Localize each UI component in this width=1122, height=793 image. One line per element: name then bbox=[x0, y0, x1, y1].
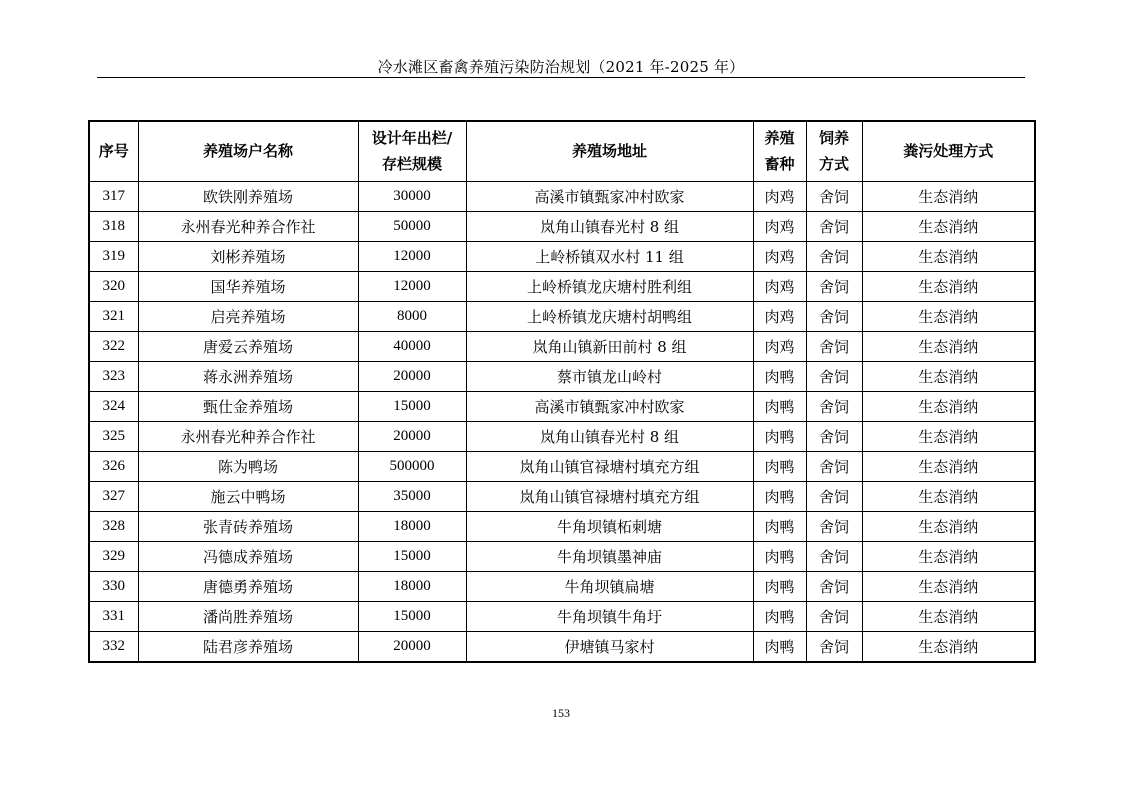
cell-species: 肉鸭 bbox=[753, 632, 806, 663]
cell-name: 陈为鸭场 bbox=[138, 452, 358, 482]
cell-name: 唐爱云养殖场 bbox=[138, 332, 358, 362]
cell-species: 肉鸭 bbox=[753, 362, 806, 392]
col-header-address: 养殖场地址 bbox=[466, 121, 753, 182]
cell-name: 施云中鸭场 bbox=[138, 482, 358, 512]
cell-scale: 12000 bbox=[358, 242, 466, 272]
cell-waste: 生态消纳 bbox=[862, 212, 1035, 242]
cell-species: 肉鸡 bbox=[753, 212, 806, 242]
cell-address: 岚角山镇新田前村 8 组 bbox=[466, 332, 753, 362]
cell-seq: 322 bbox=[89, 332, 138, 362]
table-row bbox=[89, 272, 1035, 302]
cell-feeding: 舍饲 bbox=[806, 632, 862, 663]
cell-seq: 325 bbox=[89, 422, 138, 452]
cell-feeding: 舍饲 bbox=[806, 602, 862, 632]
cell-feeding: 舍饲 bbox=[806, 362, 862, 392]
cell-feeding: 舍饲 bbox=[806, 452, 862, 482]
cell-species: 肉鸡 bbox=[753, 332, 806, 362]
cell-address: 蔡市镇龙山岭村 bbox=[466, 362, 753, 392]
cell-scale: 15000 bbox=[358, 542, 466, 572]
cell-scale: 15000 bbox=[358, 602, 466, 632]
cell-name: 刘彬养殖场 bbox=[138, 242, 358, 272]
cell-feeding: 舍饲 bbox=[806, 542, 862, 572]
cell-waste: 生态消纳 bbox=[862, 362, 1035, 392]
cell-scale: 40000 bbox=[358, 332, 466, 362]
cell-waste: 生态消纳 bbox=[862, 392, 1035, 422]
cell-scale: 20000 bbox=[358, 422, 466, 452]
cell-species: 肉鸡 bbox=[753, 182, 806, 212]
cell-seq: 320 bbox=[89, 272, 138, 302]
col-header-scale-line2: 存栏规模 bbox=[381, 154, 442, 173]
cell-name: 永州春光种养合作社 bbox=[138, 212, 358, 242]
cell-waste: 生态消纳 bbox=[862, 512, 1035, 542]
cell-species: 肉鸭 bbox=[753, 572, 806, 602]
col-header-name: 养殖场户名称 bbox=[138, 121, 358, 182]
cell-feeding: 舍饲 bbox=[806, 482, 862, 512]
cell-name: 冯德成养殖场 bbox=[138, 542, 358, 572]
cell-waste: 生态消纳 bbox=[862, 572, 1035, 602]
cell-seq: 328 bbox=[89, 512, 138, 542]
cell-scale: 35000 bbox=[358, 482, 466, 512]
cell-waste: 生态消纳 bbox=[862, 422, 1035, 452]
col-header-species-line2: 畜种 bbox=[764, 154, 795, 173]
cell-waste: 生态消纳 bbox=[862, 272, 1035, 302]
cell-seq: 326 bbox=[89, 452, 138, 482]
cell-seq: 318 bbox=[89, 212, 138, 242]
cell-address: 岚角山镇官禄塘村填充方组 bbox=[466, 482, 753, 512]
cell-feeding: 舍饲 bbox=[806, 392, 862, 422]
cell-feeding: 舍饲 bbox=[806, 572, 862, 602]
cell-name: 蒋永洲养殖场 bbox=[138, 362, 358, 392]
cell-species: 肉鸡 bbox=[753, 302, 806, 332]
cell-seq: 319 bbox=[89, 242, 138, 272]
table-row bbox=[89, 362, 1035, 392]
page-number: 153 bbox=[552, 706, 570, 720]
table-body bbox=[89, 182, 1035, 663]
cell-waste: 生态消纳 bbox=[862, 482, 1035, 512]
cell-address: 高溪市镇甄家冲村欧家 bbox=[466, 182, 753, 212]
cell-scale: 50000 bbox=[358, 212, 466, 242]
cell-waste: 生态消纳 bbox=[862, 332, 1035, 362]
cell-address: 上岭桥镇双水村 11 组 bbox=[466, 242, 753, 272]
cell-species: 肉鸭 bbox=[753, 542, 806, 572]
cell-address: 岚角山镇官禄塘村填充方组 bbox=[466, 452, 753, 482]
col-header-species-line1: 养殖 bbox=[764, 129, 795, 147]
cell-seq: 331 bbox=[89, 602, 138, 632]
cell-name: 启亮养殖场 bbox=[138, 302, 358, 332]
table-header-row bbox=[89, 121, 1035, 182]
cell-address: 岚角山镇春光村 8 组 bbox=[466, 212, 753, 242]
cell-seq: 329 bbox=[89, 542, 138, 572]
cell-species: 肉鸭 bbox=[753, 512, 806, 542]
farm-table bbox=[88, 120, 1036, 663]
table-row bbox=[89, 452, 1035, 482]
cell-name: 永州春光种养合作社 bbox=[138, 422, 358, 452]
cell-feeding: 舍饲 bbox=[806, 272, 862, 302]
cell-species: 肉鸡 bbox=[753, 272, 806, 302]
cell-scale: 18000 bbox=[358, 572, 466, 602]
cell-scale: 20000 bbox=[358, 362, 466, 392]
cell-waste: 生态消纳 bbox=[862, 602, 1035, 632]
cell-scale: 30000 bbox=[358, 182, 466, 212]
cell-name: 欧铁刚养殖场 bbox=[138, 182, 358, 212]
cell-scale: 20000 bbox=[358, 632, 466, 663]
col-header-scale bbox=[358, 121, 466, 182]
cell-address: 牛角坝镇墨神庙 bbox=[466, 542, 753, 572]
cell-address: 上岭桥镇龙庆塘村胜利组 bbox=[466, 272, 753, 302]
cell-seq: 323 bbox=[89, 362, 138, 392]
cell-seq: 327 bbox=[89, 482, 138, 512]
table-row bbox=[89, 212, 1035, 242]
col-header-scale-line1: 设计年出栏/ bbox=[371, 129, 453, 147]
table-row bbox=[89, 302, 1035, 332]
col-header-feeding-line1: 饲养 bbox=[818, 129, 849, 147]
cell-feeding: 舍饲 bbox=[806, 242, 862, 272]
cell-species: 肉鸭 bbox=[753, 452, 806, 482]
col-header-species bbox=[753, 121, 806, 182]
table-row bbox=[89, 182, 1035, 212]
cell-name: 潘尚胜养殖场 bbox=[138, 602, 358, 632]
page-header-title: 冷水滩区畜禽养殖污染防治规划（2021 年-2025 年） bbox=[377, 58, 745, 76]
table-row bbox=[89, 422, 1035, 452]
cell-address: 高溪市镇甄家冲村欧家 bbox=[466, 392, 753, 422]
cell-scale: 500000 bbox=[358, 452, 466, 482]
cell-waste: 生态消纳 bbox=[862, 632, 1035, 663]
cell-address: 牛角坝镇柘刺塘 bbox=[466, 512, 753, 542]
cell-name: 陆君彦养殖场 bbox=[138, 632, 358, 663]
cell-species: 肉鸭 bbox=[753, 392, 806, 422]
cell-address: 牛角坝镇扁塘 bbox=[466, 572, 753, 602]
table-row bbox=[89, 332, 1035, 362]
col-header-waste: 粪污处理方式 bbox=[862, 121, 1035, 182]
cell-seq: 317 bbox=[89, 182, 138, 212]
table-row bbox=[89, 392, 1035, 422]
cell-seq: 324 bbox=[89, 392, 138, 422]
cell-name: 张青砖养殖场 bbox=[138, 512, 358, 542]
cell-feeding: 舍饲 bbox=[806, 302, 862, 332]
cell-species: 肉鸭 bbox=[753, 602, 806, 632]
header-divider bbox=[97, 77, 1025, 78]
cell-feeding: 舍饲 bbox=[806, 212, 862, 242]
cell-scale: 18000 bbox=[358, 512, 466, 542]
cell-feeding: 舍饲 bbox=[806, 182, 862, 212]
table-row bbox=[89, 632, 1035, 663]
cell-waste: 生态消纳 bbox=[862, 302, 1035, 332]
cell-waste: 生态消纳 bbox=[862, 182, 1035, 212]
table-row bbox=[89, 602, 1035, 632]
cell-name: 唐德勇养殖场 bbox=[138, 572, 358, 602]
table-row bbox=[89, 542, 1035, 572]
cell-feeding: 舍饲 bbox=[806, 332, 862, 362]
cell-species: 肉鸭 bbox=[753, 422, 806, 452]
cell-waste: 生态消纳 bbox=[862, 242, 1035, 272]
cell-feeding: 舍饲 bbox=[806, 512, 862, 542]
cell-scale: 8000 bbox=[358, 302, 466, 332]
cell-name: 国华养殖场 bbox=[138, 272, 358, 302]
cell-scale: 12000 bbox=[358, 272, 466, 302]
col-header-feeding bbox=[806, 121, 862, 182]
cell-seq: 321 bbox=[89, 302, 138, 332]
table-row bbox=[89, 572, 1035, 602]
cell-address: 伊塘镇马家村 bbox=[466, 632, 753, 663]
cell-name: 甄仕金养殖场 bbox=[138, 392, 358, 422]
cell-waste: 生态消纳 bbox=[862, 452, 1035, 482]
cell-species: 肉鸡 bbox=[753, 242, 806, 272]
cell-scale: 15000 bbox=[358, 392, 466, 422]
col-header-feeding-line2: 方式 bbox=[818, 154, 849, 173]
col-header-seq: 序号 bbox=[89, 121, 138, 182]
cell-address: 岚角山镇春光村 8 组 bbox=[466, 422, 753, 452]
table-row bbox=[89, 512, 1035, 542]
cell-address: 上岭桥镇龙庆塘村胡鸭组 bbox=[466, 302, 753, 332]
cell-species: 肉鸭 bbox=[753, 482, 806, 512]
cell-seq: 330 bbox=[89, 572, 138, 602]
cell-feeding: 舍饲 bbox=[806, 422, 862, 452]
cell-waste: 生态消纳 bbox=[862, 542, 1035, 572]
cell-seq: 332 bbox=[89, 632, 138, 663]
cell-address: 牛角坝镇牛角圩 bbox=[466, 602, 753, 632]
table-row bbox=[89, 482, 1035, 512]
table-row bbox=[89, 242, 1035, 272]
